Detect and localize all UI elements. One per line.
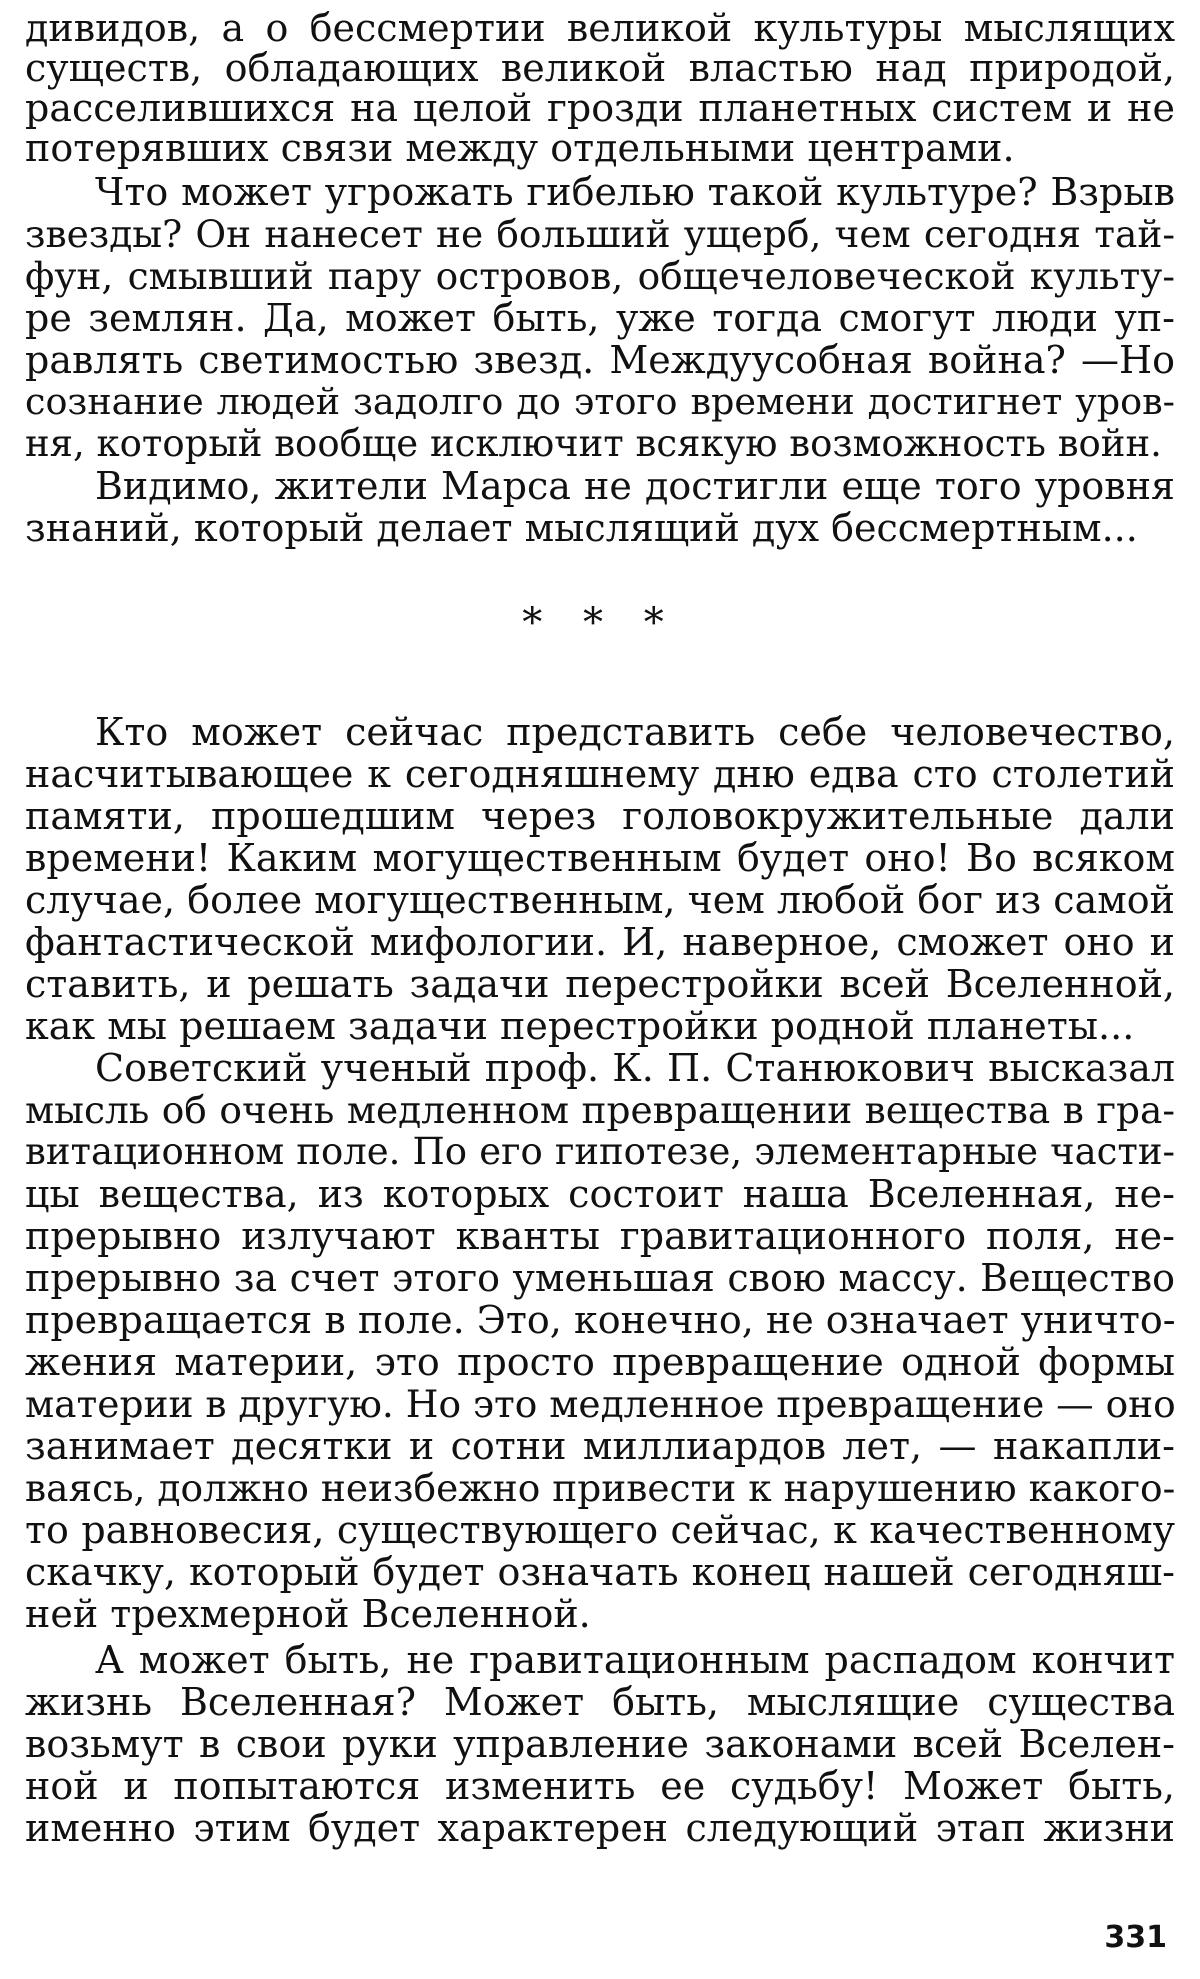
text-line: равлять светимостью звезд. Междуусобная война? —Но	[25, 338, 1175, 382]
text-line: прерывно излучают кванты гравитационного поля, не-	[25, 1214, 1175, 1258]
text-line: занимает десятки и сотни миллиардов лет, — накапли-	[25, 1424, 1175, 1468]
text-line: прерывно за счет этого уменьшая свою массу. Вещество	[25, 1256, 1175, 1300]
text-line: ваясь, должно неизбежно привести к нарушению какого-	[25, 1466, 1176, 1510]
text-line: ня, который вообще исключит всякую возможность войн.	[25, 422, 1162, 465]
text-line: фантастической мифологии. И, наверное, сможет оно и	[25, 920, 1175, 964]
text-line: потерявших связи между отдельными центрами.	[25, 126, 1015, 170]
text-line: цы вещества, из которых состоит наша Вселенная, не-	[25, 1172, 1175, 1216]
text-line: витационном поле. По его гипотезе, элементарные части-	[25, 1130, 1175, 1173]
text-line: ре землян. Да, может быть, уже тогда смогут люди уп-	[25, 296, 1175, 340]
text-line: существ, обладающих великой властью над природой,	[25, 46, 1175, 90]
text-line: знаний, который делает мыслящий дух бессмертным...	[25, 506, 1138, 550]
text-line: фун, смывший пару островов, общечеловеческой культу-	[25, 254, 1175, 298]
text-line: возьмут в свои руки управление законами всей Вселен-	[25, 1722, 1175, 1766]
text-line: как мы решаем задачи перестройки родной планеты...	[25, 1004, 1135, 1048]
text-line: жения материи, это просто превращение одной формы	[25, 1340, 1175, 1384]
text-line: Видимо, жители Марса не достигли еще того уровня	[95, 464, 1175, 508]
text-line: жизнь Вселенная? Может быть, мыслящие существа	[25, 1680, 1175, 1724]
text-line: случае, более могущественным, чем любой бог из самой	[25, 878, 1175, 922]
text-line: ставить, и решать задачи перестройки всей Вселенной,	[25, 962, 1175, 1006]
text-line: А может быть, не гравитационным распадом кончит	[95, 1638, 1175, 1682]
text-line: именно этим будет характерен следующий этап жизни	[25, 1806, 1175, 1850]
text-line: то равновесия, существующего сейчас, к качественному	[25, 1508, 1175, 1552]
text-line: времени! Каким могущественным будет оно! Во всяком	[25, 836, 1175, 880]
text-line: расселившихся на целой грозди планетных систем и не	[25, 86, 1175, 130]
text-line: Советский ученый проф. К. П. Станюкович высказал	[95, 1046, 1175, 1090]
section-divider: * * *	[522, 600, 678, 646]
book-page	[25, 0, 1175, 1979]
text-line: превращается в поле. Это, конечно, не означает уничто-	[25, 1298, 1176, 1342]
text-line: памяти, прошедшим через головокружительные дали	[25, 794, 1175, 838]
text-line: звезды? Он нанесет не больший ущерб, чем сегодня тай-	[25, 212, 1175, 256]
page-number: 331	[1104, 1920, 1167, 1955]
text-line: мысль об очень медленном превращении вещества в гра-	[25, 1088, 1175, 1132]
text-line: ней трехмерной Вселенной.	[25, 1592, 591, 1636]
text-line: материи в другую. Но это медленное превращение — оно	[25, 1382, 1176, 1426]
text-line: Что может угрожать гибелью такой культуре? Взрыв	[95, 170, 1175, 214]
text-line: дивидов, а о бессмертии великой культуры мыслящих	[25, 6, 1175, 50]
text-line: сознание людей задолго до этого времени достигнет уров-	[25, 380, 1175, 423]
text-line: Кто может сейчас представить себе человечество,	[95, 710, 1175, 754]
text-line: насчитывающее к сегодняшнему дню едва сто столетий	[25, 752, 1175, 796]
text-line: скачку, который будет означать конец нашей сегодняш-	[25, 1550, 1175, 1594]
text-line: ной и попытаются изменить ее судьбу! Может быть,	[25, 1764, 1175, 1808]
